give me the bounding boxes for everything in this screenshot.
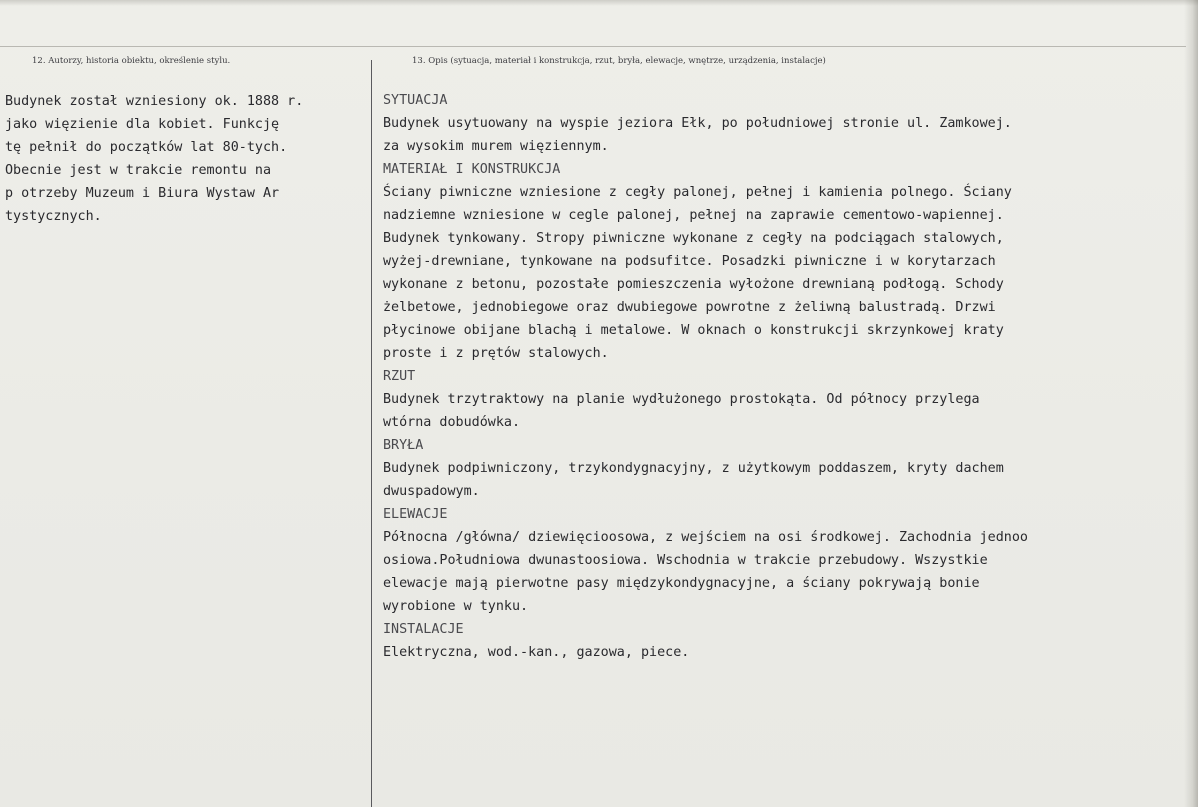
section-heading-sytuacja: SYTUACJA [383, 93, 448, 108]
description-line: elewacje mają pierwotne pasy międzykondygnacyjne, a ściany pokrywają bonie [383, 576, 980, 591]
description-line: wykonane z betonu, pozostałe pomieszczenia wyłożone drewnianą podłogą. Schody [383, 277, 1004, 292]
description-line: proste i z prętów stalowych. [383, 346, 609, 361]
description-line: nadziemne wzniesione w cegle palonej, pełnej na zaprawie cementowo-wapiennej. [383, 208, 1004, 223]
description-line: Ściany piwniczne wzniesione z cegły palonej, pełnej i kamienia polnego. Ściany [383, 185, 1012, 200]
paper-top-edge [0, 0, 1198, 6]
history-line: tystycznych. [5, 209, 102, 224]
description-line: wtórna dobudówka. [383, 415, 521, 430]
description-line: wyrobione w tynku. [383, 599, 529, 614]
field-12-label: 12. Autorzy, historia obiektu, określenie stylu. [32, 56, 231, 66]
history-line: jako więzienie dla kobiet. Funkcję [5, 117, 280, 132]
history-line: Budynek został wzniesiony ok. 1888 r. [5, 94, 304, 109]
header-rule [0, 46, 1186, 47]
column-divider [371, 60, 372, 807]
description-line: Budynek trzytraktowy na planie wydłużonego prostokąta. Od północy przylega [383, 392, 980, 407]
description-line: dwuspadowym. [383, 484, 480, 499]
description-line: płycinowe obijane blachą i metalowe. W oknach o konstrukcji skrzynkowej kraty [383, 323, 1004, 338]
description-line: Budynek podpiwniczony, trzykondygnacyjny, z użytkowym poddaszem, kryty dachem [383, 461, 1004, 476]
history-text [5, 90, 303, 228]
section-heading-material: MATERIAŁ I KONSTRUKCJA [383, 162, 561, 177]
history-line: p otrzeby Muzeum i Biura Wystaw Ar [5, 186, 280, 201]
description-line: za wysokim murem więziennym. [383, 139, 609, 154]
section-heading-elewacje: ELEWACJE [383, 507, 448, 522]
description-text [383, 89, 1028, 664]
description-line: wyżej-drewniane, tynkowane na podsufitce. Posadzki piwniczne i w korytarzach [383, 254, 996, 269]
history-line: tę pełnił do początków lat 80-tych. [5, 140, 288, 155]
description-line: Budynek usytuowany na wyspie jeziora Ełk, po południowej stronie ul. Zamkowej. [383, 116, 1012, 131]
description-line: żelbetowe, jednobiegowe oraz dwubiegowe powrotne z żeliwną balustradą. Drzwi [383, 300, 996, 315]
description-line: osiowa.Południowa dwunastoosiowa. Wschodnia w trakcie przebudowy. Wszystkie [383, 553, 988, 568]
paper-right-edge [1184, 0, 1198, 807]
history-line: Obecnie jest w trakcie remontu na [5, 163, 272, 178]
description-line: Północna /główna/ dziewięcioosowa, z wejściem na osi środkowej. Zachodnia jednoo [383, 530, 1028, 545]
section-heading-rzut: RZUT [383, 369, 416, 384]
section-heading-bryla: BRYŁA [383, 438, 424, 453]
section-heading-instalacje: INSTALACJE [383, 622, 464, 637]
field-13-label: 13. Opis (sytuacja, materiał i konstrukcja, rzut, bryła, elewacje, wnętrze, urządzenia, instalacje) [412, 56, 826, 66]
description-line: Elektryczna, wod.-kan., gazowa, piece. [383, 645, 690, 660]
description-line: Budynek tynkowany. Stropy piwniczne wykonane z cegły na podciągach stalowych, [383, 231, 1004, 246]
